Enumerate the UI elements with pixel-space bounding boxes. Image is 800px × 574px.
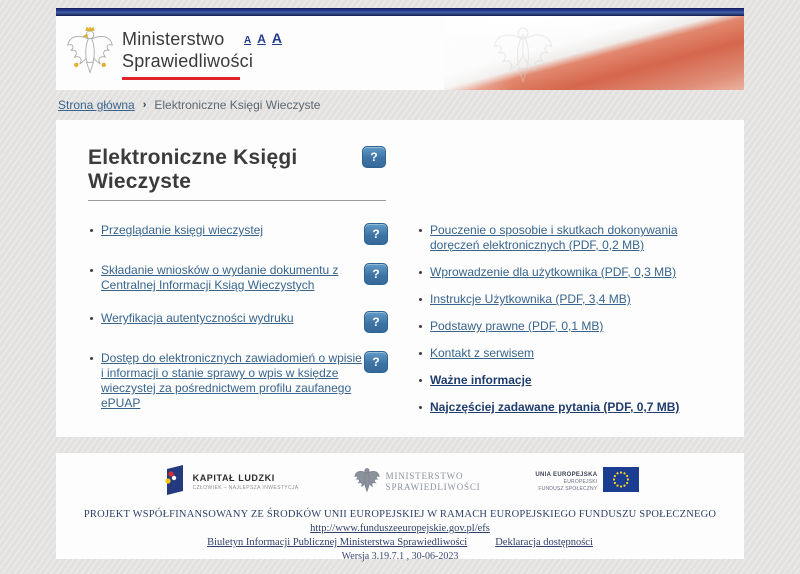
eu-logo xyxy=(535,467,639,497)
ministry-name-line1: Ministerstwo xyxy=(122,29,225,49)
page-container xyxy=(56,8,744,562)
accessibility-declaration-link[interactable]: Deklaracja dostępności xyxy=(495,537,593,548)
footer-ministry-line2: SPRAWIEDLIWOŚCI xyxy=(385,482,481,492)
flag-fade-overlay xyxy=(354,16,514,90)
footer-logos xyxy=(56,462,744,502)
title-divider xyxy=(88,200,386,201)
link-wprowadzenie-pdf[interactable]: Wprowadzenie dla użytkownika (PDF, 0,3 MB) xyxy=(430,265,677,279)
main-content xyxy=(56,120,744,437)
list-item xyxy=(88,263,388,293)
logo-red-underline xyxy=(122,77,240,80)
list-item xyxy=(417,265,714,280)
kapital-ludzki-subtitle: CZŁOWIEK – NAJLEPSZA INWESTYCJA xyxy=(192,485,299,491)
chevron-right-icon: › xyxy=(142,99,147,111)
help-button[interactable]: ? xyxy=(364,223,388,245)
list-item xyxy=(88,311,388,333)
ministry-name-line2: Sprawiedliwości xyxy=(122,51,254,71)
list-item xyxy=(417,373,714,388)
bullet-icon xyxy=(419,325,422,328)
bullet-icon xyxy=(419,229,422,232)
footer-ministry-logo xyxy=(354,465,481,500)
footer-ministry-line1: MINISTERSTWO xyxy=(385,471,464,481)
kapital-ludzki-logo xyxy=(161,464,299,501)
list-item xyxy=(417,292,714,307)
bullet-icon xyxy=(90,229,93,232)
site-header xyxy=(56,16,744,90)
page-title: Elektroniczne Księgi Wieczyste xyxy=(88,146,298,193)
breadcrumb xyxy=(56,90,744,120)
help-button[interactable]: ? xyxy=(364,263,388,285)
eu-funds-link[interactable]: http://www.funduszeeuropejskie.gov.pl/efs xyxy=(310,523,490,534)
ministry-logo-text xyxy=(122,24,253,80)
bullet-icon xyxy=(90,317,93,320)
eu-flag-icon xyxy=(603,467,639,497)
list-item xyxy=(88,351,388,411)
title-help-button[interactable]: ? xyxy=(362,146,386,168)
font-size-small-button[interactable]: A xyxy=(244,35,252,46)
top-navy-bar xyxy=(56,8,744,16)
footer-gap xyxy=(56,437,744,453)
font-size-controls xyxy=(244,30,282,46)
polish-eagle-icon xyxy=(66,24,114,85)
eu-title: UNIA EUROPEJSKA xyxy=(535,471,598,478)
eu-sub2: FUNDUSZ SPOŁECZNY xyxy=(538,485,598,492)
link-przegladanie[interactable]: Przeglądanie księgi wieczystej xyxy=(101,223,264,237)
list-item xyxy=(417,346,714,361)
bullet-icon xyxy=(419,379,422,382)
eu-sub1: EUROPEJSKI xyxy=(563,478,598,485)
font-size-large-button[interactable]: A xyxy=(271,30,283,46)
kapital-ludzki-title: KAPITAŁ LUDZKI xyxy=(192,473,275,483)
link-pouczenie-pdf[interactable]: Pouczenie o sposobie i skutkach dokonywania doręczeń elektronicznych (PDF, 0,2 MB) xyxy=(430,223,678,252)
breadcrumb-current: Elektroniczne Księgi Wieczyste xyxy=(154,98,321,112)
font-size-medium-button[interactable]: A xyxy=(257,32,266,46)
ministry-logo[interactable] xyxy=(66,24,253,85)
bullet-icon xyxy=(90,357,93,360)
list-item xyxy=(417,400,714,415)
link-instrukcje-pdf[interactable]: Instrukcje Użytkownika (PDF, 3,4 MB) xyxy=(430,292,631,306)
list-item xyxy=(417,223,714,253)
bullet-icon xyxy=(419,298,422,301)
left-link-column xyxy=(88,223,388,429)
right-link-column xyxy=(417,223,714,429)
eagle-watermark-icon xyxy=(492,22,554,90)
bullet-icon xyxy=(419,271,422,274)
gray-eagle-icon xyxy=(354,465,380,500)
version-line: Wersja 3.19.7.1 , 30-06-2023 xyxy=(341,551,459,562)
link-podstawy-prawne-pdf[interactable]: Podstawy prawne (PDF, 0,1 MB) xyxy=(430,319,604,333)
bullet-icon xyxy=(90,269,93,272)
list-item xyxy=(88,223,388,245)
list-item xyxy=(417,319,714,334)
breadcrumb-home-link[interactable]: Strona główna xyxy=(58,98,135,112)
footer-text-block xyxy=(56,509,744,562)
link-weryfikacja[interactable]: Weryfikacja autentyczności wydruku xyxy=(101,311,294,325)
link-skladanie-wnioskow[interactable]: Składanie wniosków o wydanie dokumentu z Centralnej Informacji Ksiąg Wieczystych xyxy=(101,263,339,292)
link-wazne-informacje[interactable]: Ważne informacje xyxy=(430,373,532,387)
link-kontakt[interactable]: Kontakt z serwisem xyxy=(430,346,535,360)
link-dostep-epuap[interactable]: Dostęp do elektronicznych zawiadomień o wpisie i informacji o stanie sprawy o wpis w księdze wieczystej za pośrednictwem profilu zaufanego ePUAP xyxy=(101,351,362,410)
site-footer xyxy=(56,453,744,562)
kapital-ludzki-icon xyxy=(161,464,187,501)
project-cofinancing-line: PROJEKT WSPÓŁFINANSOWANY ZE ŚRODKÓW UNII EUROPEJSKIEJ W RAMACH EUROPEJSKIEGO FUNDUSZU SPOŁECZNEGO xyxy=(83,509,717,520)
link-faq-pdf[interactable]: Najczęściej zadawane pytania (PDF, 0,7 MB) xyxy=(430,400,680,414)
bullet-icon xyxy=(419,352,422,355)
bullet-icon xyxy=(419,406,422,409)
help-button[interactable]: ? xyxy=(364,351,388,373)
bip-link[interactable]: Biuletyn Informacji Publicznej Ministerstwa Sprawiedliwości xyxy=(207,537,468,548)
help-button[interactable]: ? xyxy=(364,311,388,333)
